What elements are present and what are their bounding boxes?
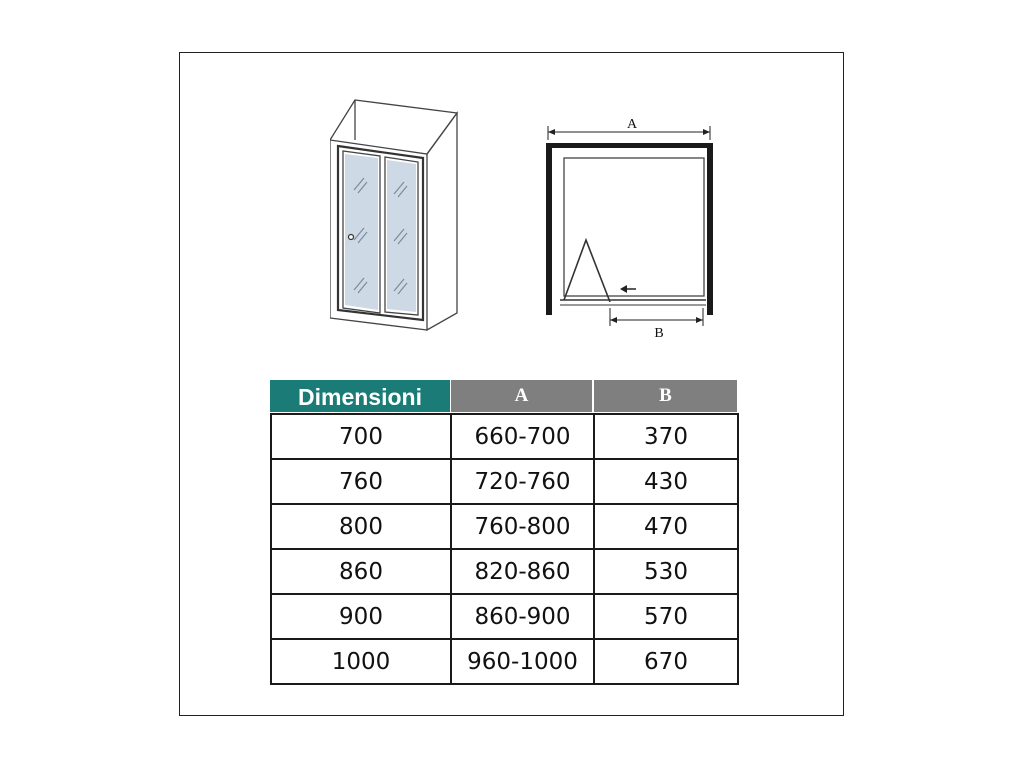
- table-row: [271, 549, 738, 594]
- table-row: [271, 639, 738, 684]
- cell-dimensioni: 800: [271, 504, 451, 549]
- header-a: A: [451, 380, 592, 412]
- door-handle-icon: [349, 235, 354, 240]
- table-row: [271, 414, 738, 459]
- cell-b: 370: [594, 414, 738, 459]
- right-wall: [707, 143, 713, 315]
- cell-dimensioni: 900: [271, 594, 451, 639]
- cell-b: 530: [594, 549, 738, 594]
- cell-dimensioni: 1000: [271, 639, 451, 684]
- cell-a: 760-800: [451, 504, 594, 549]
- header-dimensioni: Dimensioni: [270, 380, 450, 412]
- cell-a: 820-860: [451, 549, 594, 594]
- shower-tray: [564, 158, 704, 296]
- dimension-b-label: B: [654, 326, 664, 340]
- dimensions-table: [270, 413, 739, 685]
- cell-a: 960-1000: [451, 639, 594, 684]
- cell-a: 860-900: [451, 594, 594, 639]
- left-wall: [546, 143, 552, 315]
- cell-b: 470: [594, 504, 738, 549]
- cell-a: 660-700: [451, 414, 594, 459]
- dimension-a-label: A: [626, 117, 638, 132]
- table-row: [271, 504, 738, 549]
- header-b: B: [594, 380, 737, 412]
- cell-b: 430: [594, 459, 738, 504]
- cell-a: 720-760: [451, 459, 594, 504]
- cell-dimensioni: 860: [271, 549, 451, 594]
- shower-plan-drawing: [540, 110, 720, 340]
- cell-b: 570: [594, 594, 738, 639]
- table-row: [271, 594, 738, 639]
- cell-dimensioni: 760: [271, 459, 451, 504]
- cell-b: 670: [594, 639, 738, 684]
- bifold-door-panels: [564, 240, 610, 302]
- cell-dimensioni: 700: [271, 414, 451, 459]
- back-wall: [546, 143, 713, 148]
- table-row: [271, 459, 738, 504]
- shower-perspective-drawing: [330, 98, 465, 333]
